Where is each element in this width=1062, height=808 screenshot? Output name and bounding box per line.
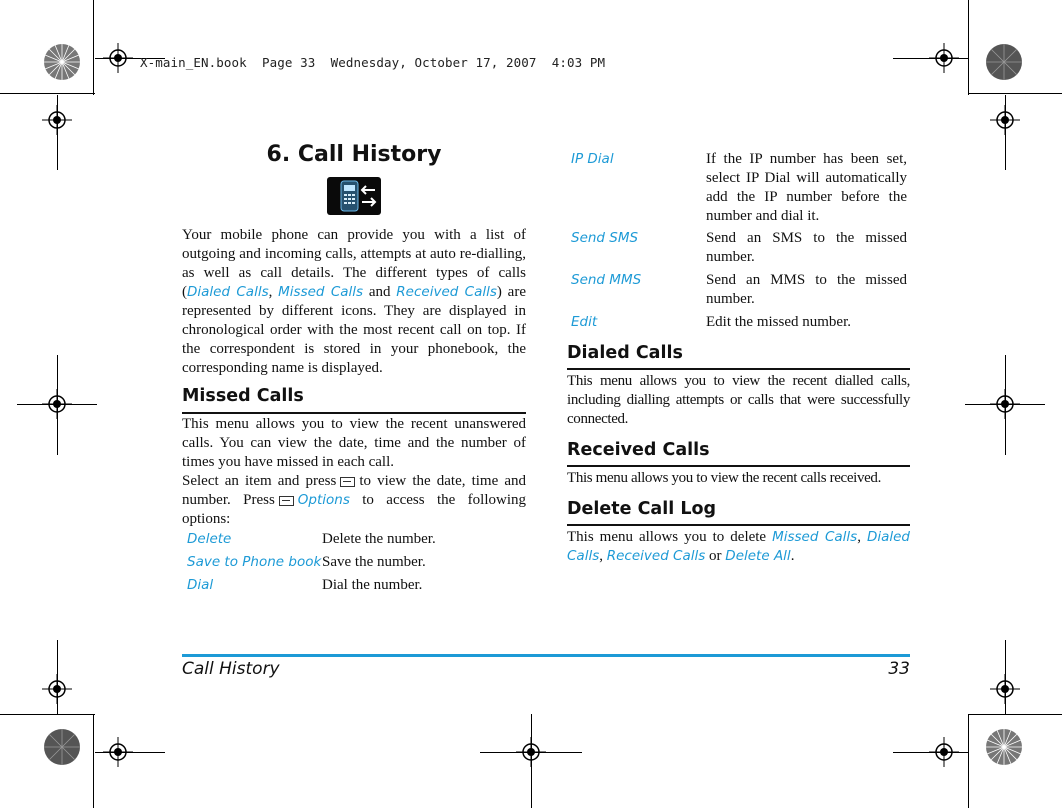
term-missed-calls: Missed Calls	[278, 284, 364, 300]
heading-rule	[567, 465, 910, 467]
delete-call-log-heading: Delete Call Log	[567, 499, 717, 519]
footer-rule	[182, 654, 910, 657]
option-desc-delete: Delete the number.	[322, 531, 436, 547]
term-dialed-calls: Dialed Calls	[567, 529, 910, 564]
received-calls-paragraph: This menu allows you to view the recent calls received.	[567, 470, 881, 486]
option-term-save: Save to Phone book	[187, 554, 322, 570]
page-number: 33	[888, 659, 910, 679]
intro-paragraph: Your mobile phone can provide you with a list of outgoing and incoming calls, attempts at auto re-dialling, as well as call details. The different types of calls (Dialed Calls, Missed Calls and Received Calls) are represented by different icons. They are displayed in chronological order with the most recent call on top. If the correspondent is stored in your phonebook, the corresponding name is displayed.	[182, 227, 526, 376]
option-desc-dial: Dial the number.	[322, 577, 423, 593]
option-desc-save: Save the number.	[322, 554, 426, 570]
term-received-calls: Received Calls	[606, 548, 706, 564]
footer-section-title: Call History	[182, 659, 280, 679]
dialed-calls-heading: Dialed Calls	[567, 343, 683, 363]
option-term-edit: Edit	[571, 314, 598, 330]
missed-calls-heading: Missed Calls	[182, 386, 304, 406]
term-dialed-calls: Dialed Calls	[187, 284, 269, 300]
color-bar-star-icon	[984, 727, 1024, 767]
call-history-icon	[327, 177, 381, 215]
softkey-icon	[340, 477, 355, 487]
missed-calls-paragraph: This menu allows you to view the recent unanswered calls. You can view the date, time and the number of times you have missed in each call.	[182, 416, 526, 470]
heading-rule	[182, 412, 526, 414]
color-bar-star-icon	[42, 42, 82, 82]
color-bar-star-icon	[984, 42, 1024, 82]
delete-call-log-paragraph: This menu allows you to delete Missed Calls, Dialed Calls, Received Calls or Delete All.	[567, 529, 910, 564]
term-missed-calls: Missed Calls	[772, 529, 858, 545]
option-term-send-sms: Send SMS	[571, 230, 639, 246]
option-term-delete: Delete	[187, 531, 232, 547]
received-calls-heading: Received Calls	[567, 440, 710, 460]
option-desc-send-mms: Send an MMS to the missed number.	[706, 272, 907, 307]
option-desc-edit: Edit the missed number.	[706, 314, 851, 330]
term-delete-all: Delete All	[725, 548, 791, 564]
term-received-calls: Received Calls	[396, 284, 497, 300]
softkey-icon	[279, 496, 294, 506]
option-term-send-mms: Send MMS	[571, 272, 642, 288]
option-term-ip-dial: IP Dial	[571, 151, 614, 167]
option-term-dial: Dial	[187, 577, 214, 593]
heading-rule	[567, 368, 910, 370]
option-desc-send-sms: Send an SMS to the missed number.	[706, 230, 907, 265]
color-bar-star-icon	[42, 727, 82, 767]
option-desc-ip-dial: If the IP number has been set, select IP Dial will automatically add the IP number before the number and dial it.	[706, 151, 907, 224]
print-slug: X-main_EN.book Page 33 Wednesday, October 17, 2007 4:03 PM	[140, 55, 606, 70]
heading-rule	[567, 524, 910, 526]
dialed-calls-paragraph: This menu allows you to view the recent dialled calls, including dialling attempts or calls that were successfully connected.	[567, 373, 910, 427]
missed-calls-instructions: Select an item and press to view the date, time and number. Press Options to access the following options:	[182, 473, 527, 527]
term-options: Options	[297, 492, 350, 508]
page-title: 6. Call History	[266, 142, 442, 167]
